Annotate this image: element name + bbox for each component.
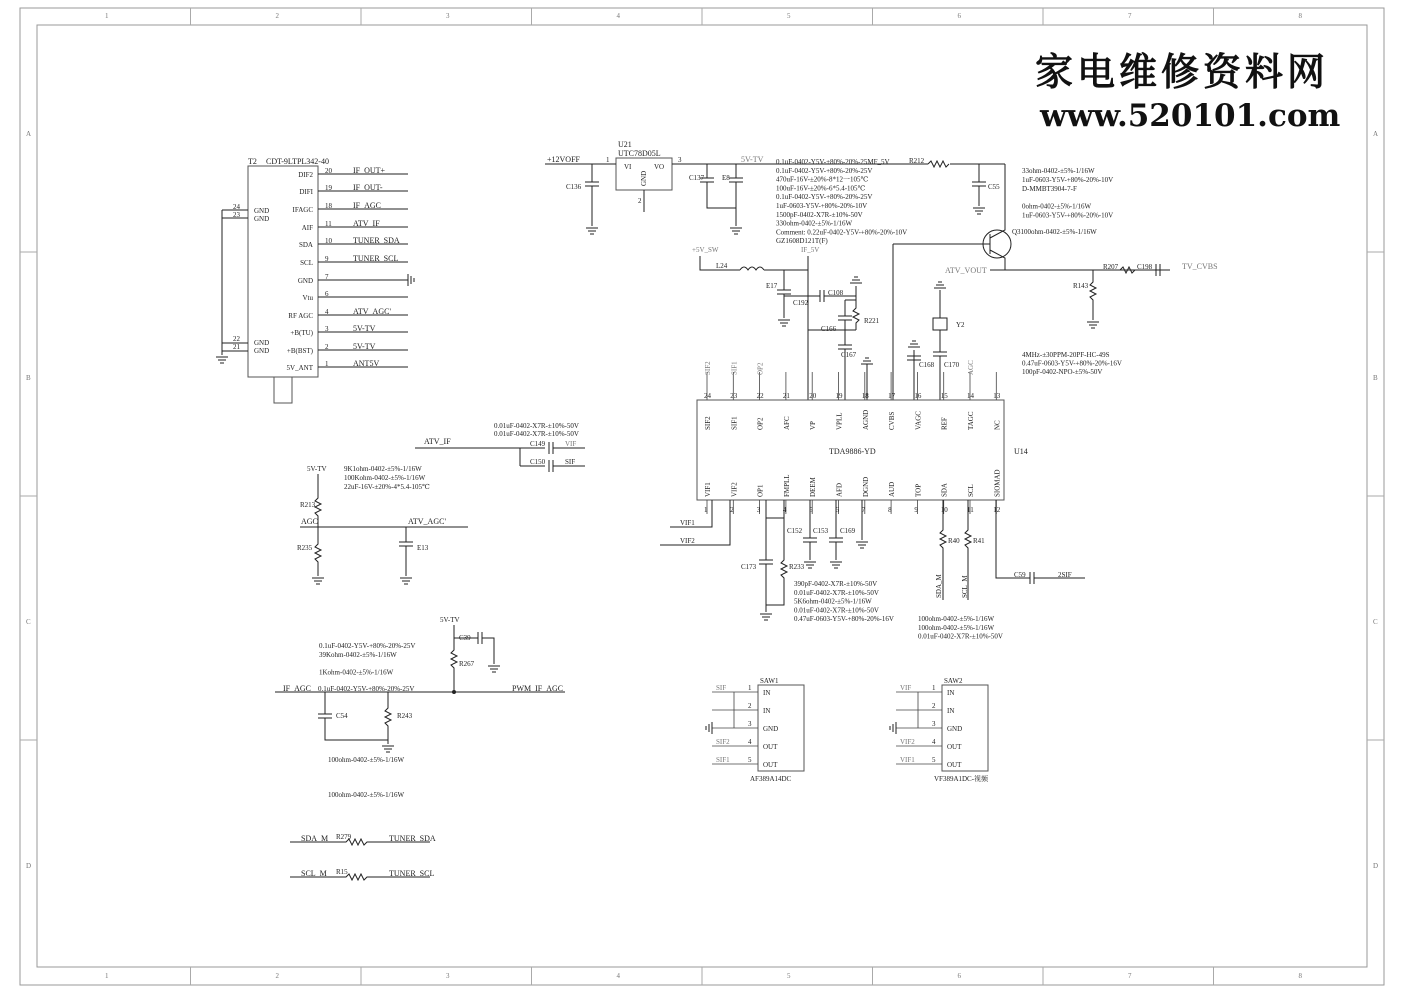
atv-if-notes-1-label: 0.01uF-0402-X7R-±10%-50V xyxy=(494,430,579,438)
u14-pin-net: AGC xyxy=(967,360,975,375)
u14-pin-num: 5 xyxy=(809,506,813,514)
u14-pin-name: SIF1 xyxy=(730,416,739,430)
u14-net-vif1: VIF1 xyxy=(680,519,695,527)
t2-pin-num: 4 xyxy=(325,308,329,316)
cap-labels-c136-label: C136 xyxy=(566,183,582,191)
grid-row-label: B xyxy=(1373,374,1378,382)
grid-row-label: D xyxy=(26,862,32,870)
saw-pin-num: 4 xyxy=(932,738,936,746)
t2-gnd-pins-1-name-label: GND xyxy=(254,215,270,223)
u14-pin-num: 1 xyxy=(704,506,708,514)
i2c-note: 100ohm-0402-±5%-1/16W xyxy=(918,623,995,632)
t2-pin-num: 18 xyxy=(325,202,332,210)
grid-col-label: 5 xyxy=(787,972,791,980)
saw-part: VF389A1DC-视频 xyxy=(934,775,989,783)
u14-pin-name: CVBS xyxy=(888,411,897,430)
u14-pin-name: AFD xyxy=(835,482,844,497)
t2-pin-net: TUNER_SDA xyxy=(353,236,400,245)
grid-col-label: 5 xyxy=(787,12,791,20)
saw-part: AF389A14DC xyxy=(750,775,792,783)
u14-pin-num: 24 xyxy=(704,392,711,400)
saw-pin-num: 3 xyxy=(932,720,936,728)
t2-pin-net: 5V-TV xyxy=(353,342,376,351)
agc-vcc-label: 5V-TV xyxy=(307,465,327,473)
cap-labels-c55-label: C55 xyxy=(988,183,1000,191)
u14-pin-num: 14 xyxy=(967,392,974,400)
agc-notes-0-label: 9K1ohm-0402-±5%-1/16W xyxy=(344,465,422,473)
atv-if-net-label: ATV_IF xyxy=(424,437,451,446)
q3-tv-cvbs-label: TV_CVBS xyxy=(1182,262,1218,271)
pwm-r267-label: R267 xyxy=(459,660,475,668)
t2-ref: T2 xyxy=(248,157,257,166)
u14-pin-name: SIOMAD xyxy=(993,469,1002,497)
lower-note: 0.47uF-0603-Y5V-+80%-20%-16V xyxy=(794,615,894,624)
t2-pin-num: 9 xyxy=(325,255,329,263)
pwm-note: 1Kohm-0402-±5%-1/16W xyxy=(319,668,394,677)
supply-note: 330ohm-0402-±5%-1/16W xyxy=(776,219,853,228)
t2-gnd-pins-3-name-label: GND xyxy=(254,347,270,355)
atv-if-notes-0-label: 0.01uF-0402-X7R-±10%-50V xyxy=(494,422,579,430)
t2-pin-net: ANT5V xyxy=(353,359,380,368)
upper-mid-e17-label: E17 xyxy=(766,282,778,290)
atv-if-c150-label: C150 xyxy=(530,458,546,466)
saw-pin-name: IN xyxy=(763,689,771,697)
q3-note: D-MMBT3904-7-F xyxy=(1022,184,1077,193)
u21-out-net-label: 5V-TV xyxy=(741,155,764,164)
t2-pin-name: DIF2 xyxy=(298,171,313,179)
crystal-note: 4MHz-±30PPM-20PF-HC-49S xyxy=(1022,351,1110,359)
agc-divider xyxy=(297,465,468,584)
u21-ref-label: U21 xyxy=(618,140,632,149)
supply-note: 0.1uF-0402-Y5V-+80%-20%-25V xyxy=(776,166,873,175)
upper-mid-p5v-sw-label: +5V_SW xyxy=(692,246,719,254)
u14-pin-name: OP2 xyxy=(756,417,765,430)
t2-pin-name: SDA xyxy=(298,241,313,249)
u14-pin-num: 11 xyxy=(967,506,974,514)
saw-pin-name: OUT xyxy=(763,761,778,769)
grid-col-label: 4 xyxy=(616,12,620,20)
t2-pin-num: 6 xyxy=(325,290,329,298)
pwm-c39-label: C39 xyxy=(459,634,471,642)
saw-pin-name: GND xyxy=(947,725,963,733)
q3-note: 1uF-0603-Y5V-+80%-20%-10V xyxy=(1022,211,1114,220)
u21-vo-label: VO xyxy=(654,163,665,171)
t2-pin-num: 10 xyxy=(325,237,332,245)
saw-pin-net: VIF1 xyxy=(900,756,915,764)
u21-in-net-label: +12VOFF xyxy=(547,155,580,164)
tuner-i2c-series xyxy=(290,833,436,880)
pwm-if-agc-filter xyxy=(275,616,565,799)
upper-mid-c108-label: C108 xyxy=(828,289,844,297)
watermark-url: www.520101.com xyxy=(1040,98,1341,134)
i2c-r40-label: R40 xyxy=(948,537,960,545)
lower-mid-c152-label: C152 xyxy=(787,527,803,535)
agc-notes-2-label: 22uF-16V-±20%-4*5.4-105℃ xyxy=(344,483,430,491)
upper-mid-l24-label: L24 xyxy=(716,262,728,270)
lower-mid-r233-label: R233 xyxy=(789,563,805,571)
bottom-sda-m-label: SDA_M xyxy=(301,834,329,843)
bottom-tuner-scl-label: TUNER_SCL xyxy=(389,869,435,878)
saw-pin-net: SIF xyxy=(716,684,727,692)
saw-pin-name: OUT xyxy=(947,743,962,751)
saw-pin-net: VIF xyxy=(900,684,912,692)
u14-pin-num: 21 xyxy=(782,392,790,400)
saw-pin-num: 1 xyxy=(748,684,752,692)
saw-pin-net: VIF2 xyxy=(900,738,915,746)
u21-pin3-label: 3 xyxy=(678,156,682,164)
bottom-r15-label: R15 xyxy=(336,868,348,876)
u21-pin1-label: 1 xyxy=(606,156,610,164)
u14-pin-num: 18 xyxy=(861,392,869,400)
pwm-cap-note-label: 0.1uF-0402-Y5V-+80%-20%-25V xyxy=(318,685,415,693)
t2-pin-name: IFAGC xyxy=(292,206,313,214)
saw-pin-num: 2 xyxy=(932,702,936,710)
crystal-note: 100pF-0402-NPO-±5%-50V xyxy=(1022,368,1103,376)
u14-pin-num: 17 xyxy=(888,392,896,400)
saw-ref: SAW1 xyxy=(760,677,779,685)
saw-pin-num: 5 xyxy=(748,756,752,764)
u21-part-label: UTC78D05L xyxy=(618,149,661,158)
u14-part-label: TDA9886-YD xyxy=(829,447,876,456)
t2-pin-num: 11 xyxy=(325,220,332,228)
t2-gnd-pins-2-name-label: GND xyxy=(254,339,270,347)
i2c-scl-m-label: SCL_M xyxy=(961,575,969,598)
q3-note: 1uF-0603-Y5V-+80%-20%-10V xyxy=(1022,175,1114,184)
u14-pin-num: 23 xyxy=(730,392,738,400)
agc-r235-label: R235 xyxy=(297,544,313,552)
t2-pin-net: 5V-TV xyxy=(353,324,376,333)
u14-net-vif2: VIF2 xyxy=(680,537,695,545)
supply-note: 0.1uF-0402-Y5V-+80%-20%-25V xyxy=(776,193,873,202)
saw-pin-num: 5 xyxy=(932,756,936,764)
pwm-note: 39Kohm-0402-±5%-1/16W xyxy=(319,650,397,659)
pwm-r243-label: R243 xyxy=(397,712,413,720)
lower-note: 390pF-0402-X7R-±10%-50V xyxy=(794,580,878,588)
upper-mid-c168-label: C168 xyxy=(919,361,935,369)
lower-note: 5K6ohm-0402-±5%-1/16W xyxy=(794,597,872,606)
t2-gnd-pins-1-num-label: 23 xyxy=(233,211,240,219)
u14-pin-name: VPLL xyxy=(835,412,844,430)
cap-labels-r212-label: R212 xyxy=(909,157,925,165)
u21-vi-label: VI xyxy=(624,163,632,171)
grid-col-label: 4 xyxy=(616,972,620,980)
q3-r207-label: R207 xyxy=(1103,263,1119,271)
agc-e13-label: E13 xyxy=(417,544,429,552)
u14-pin-num: 13 xyxy=(993,392,1001,400)
t2-part: CDT-9LTPL342-40 xyxy=(266,157,329,166)
u14-pin-name: SIF2 xyxy=(704,416,712,430)
agc-atv-agc-label: ATV_AGC' xyxy=(408,517,446,526)
grid-row-label: A xyxy=(26,130,32,138)
t2-pin-num: 1 xyxy=(325,360,329,368)
lower-mid-c173-label: C173 xyxy=(741,563,757,571)
lower-note: 0.01uF-0402-X7R-±10%-50V xyxy=(794,606,879,615)
u14-pin-name: VIF1 xyxy=(704,482,712,497)
t2-pin-name: Vtu xyxy=(302,294,313,302)
t2-pin-name: RF AGC xyxy=(288,312,313,320)
grid-col-label: 8 xyxy=(1298,12,1302,20)
u14-pin-name: VP xyxy=(809,421,818,430)
u14-pin-net: SIF2 xyxy=(704,361,712,375)
supply-note: Comment: 0.22uF-0402-Y5V-+80%-20%-10V xyxy=(776,228,908,237)
supply-note: 0.1uF-0402-Y5V-+80%-20%-25MF_5V xyxy=(776,158,890,166)
lower-note: 0.01uF-0402-X7R-±10%-50V xyxy=(794,588,879,597)
u14-pin-num: 12 xyxy=(993,506,1001,514)
pwm-bottom-notes-1-label: 100ohm-0402-±5%-1/16W xyxy=(328,791,405,799)
u14-pin-num: 2 xyxy=(730,506,734,514)
bottom-r279-label: R279 xyxy=(336,833,352,841)
t2-pin-net: IF_AGC xyxy=(353,201,382,210)
t2-gnd-pins-0-num-label: 24 xyxy=(233,203,240,211)
saw-pin-num: 2 xyxy=(748,702,752,710)
upper-mid-c166-label: C166 xyxy=(821,325,837,333)
saw-pin-name: IN xyxy=(947,689,955,697)
i2c-c59-label: C59 xyxy=(1014,571,1026,579)
u14-pin-name: VIF2 xyxy=(730,482,739,497)
u14-pin-name: AFC xyxy=(782,416,791,430)
u14-pin-name: OP1 xyxy=(756,484,765,497)
t2-pin-num: 7 xyxy=(325,273,329,281)
pwm-bottom-notes-0-label: 100ohm-0402-±5%-1/16W xyxy=(328,756,405,764)
t2-pin-name: 5V_ANT xyxy=(286,364,313,372)
lower-mid-c169-label: C169 xyxy=(840,527,856,535)
bottom-tuner-sda-label: TUNER_SDA xyxy=(389,834,436,843)
t2-pin-net: IF_OUT+ xyxy=(353,166,386,175)
supply-note: 1uF-0603-Y5V-+80%-20%-10V xyxy=(776,202,868,210)
crystal-note: 0.47uF-0603-Y5V-+80%-20%-16V xyxy=(1022,359,1122,368)
t2-gnd-pins-3-num-label: 21 xyxy=(233,343,240,351)
tuner-t2 xyxy=(216,157,414,403)
u14-pin-name: AUD xyxy=(888,481,897,497)
grid-row-label: C xyxy=(1373,618,1378,626)
u14-pin-num: 8 xyxy=(888,506,892,514)
agc-r213-label: R213 xyxy=(300,501,316,509)
saw-filter-1 xyxy=(706,677,804,783)
saw-pin-name: IN xyxy=(947,707,955,715)
t2-pin-num: 3 xyxy=(325,325,329,333)
ic-u14 xyxy=(680,360,1028,545)
u14-pin-net: OP2 xyxy=(756,362,765,375)
grid-col-label: 1 xyxy=(105,972,109,980)
q3-note: 0ohm-0402-±5%-1/16W xyxy=(1022,202,1092,211)
i2c-sda-m-label: SDA_M xyxy=(935,574,943,598)
q3-atv-vout-label: ATV_VOUT xyxy=(945,266,987,275)
grid-col-label: 8 xyxy=(1298,972,1302,980)
saw-pin-num: 4 xyxy=(748,738,752,746)
u21-gnd-label: GND xyxy=(640,170,648,186)
t2-pin-name: DIFI xyxy=(299,188,313,196)
grid-row-label: A xyxy=(1373,130,1379,138)
i2c-resistors xyxy=(918,500,1085,641)
u14-pin-name: DGND xyxy=(861,476,870,497)
grid-row-label: B xyxy=(26,374,31,382)
pwm-vcc-label: 5V-TV xyxy=(440,616,460,624)
u14-pin-num: 6 xyxy=(835,506,839,514)
t2-pin-net: IF_OUT- xyxy=(353,183,383,192)
grid-col-label: 6 xyxy=(957,12,961,20)
cap-labels-c137-label: C137 xyxy=(689,174,705,182)
t2-pin-net: TUNER_SCL xyxy=(353,254,399,263)
pwm-if-agc-label: IF_AGC xyxy=(283,684,312,693)
t2-pin-num: 20 xyxy=(325,167,332,175)
grid-col-label: 3 xyxy=(446,972,450,980)
agc-notes-1-label: 100Kohm-0402-±5%-1/16W xyxy=(344,474,426,482)
q3-c198-label: C198 xyxy=(1137,263,1153,271)
u14-pin-num: 15 xyxy=(940,392,948,400)
u14-pin-num: 19 xyxy=(835,392,843,400)
atv-if-sif-label: SIF xyxy=(565,458,576,466)
t2-pin-name: GND xyxy=(297,277,313,285)
grid-col-label: 1 xyxy=(105,12,109,20)
t2-pin-net: ATV_IF xyxy=(353,219,380,228)
u14-pin-num: 16 xyxy=(914,392,922,400)
i2c-sif2-label: 2SIF xyxy=(1058,571,1072,579)
saw-pin-name: IN xyxy=(763,707,771,715)
i2c-note: 0.01uF-0402-X7R-±10%-50V xyxy=(918,632,1003,641)
grid-col-label: 6 xyxy=(957,972,961,980)
pwm-c54-label: C54 xyxy=(336,712,348,720)
upper-mid-y2-label: Y2 xyxy=(956,321,965,329)
grid-row-label: C xyxy=(26,618,31,626)
u14-ref-label: U14 xyxy=(1014,447,1028,456)
atv-if-vif-label: VIF xyxy=(565,440,577,448)
lower-mid-c153-label: C153 xyxy=(813,527,829,535)
upper-mid-c192-label: C192 xyxy=(793,299,809,307)
u14-pin-name: VAGC xyxy=(914,411,923,430)
atv-if-coupling xyxy=(415,422,585,472)
u14-pin-net: SIF1 xyxy=(730,361,739,375)
u14-pin-num: 20 xyxy=(809,392,817,400)
u14-pin-name: AGND xyxy=(861,409,870,430)
pwm-pwm-if-agc-label: PWM_IF_AGC xyxy=(512,684,564,693)
q3-note: 33ohm-0402-±5%-1/16W xyxy=(1022,167,1095,175)
watermark-title: 家电维修资料网 xyxy=(1035,49,1330,94)
u14-pin-num: 22 xyxy=(756,392,764,400)
u14-pin-name: DEEM xyxy=(809,477,818,497)
t2-pin-name: AIF xyxy=(301,224,313,232)
t2-pin-net: ATV_AGC' xyxy=(353,307,391,316)
upper-mid-r221-label: R221 xyxy=(864,317,880,325)
t2-pin-name: +B(BST) xyxy=(286,347,313,355)
i2c-r41-label: R41 xyxy=(973,537,985,545)
grid-col-label: 7 xyxy=(1128,972,1132,980)
q3-r143-label: R143 xyxy=(1073,282,1089,290)
supply-filter xyxy=(692,246,1122,400)
grid-col-label: 3 xyxy=(446,12,450,20)
supply-note: 470uF-16V-±20%-8*12一105℃ xyxy=(776,175,869,184)
saw-pin-net: SIF1 xyxy=(716,756,730,764)
deem-afd-network xyxy=(741,500,894,623)
saw-pin-num: 1 xyxy=(932,684,936,692)
u14-pin-num: 10 xyxy=(940,506,948,514)
saw-pin-name: OUT xyxy=(763,743,778,751)
u14-pin-name: TOP xyxy=(914,483,923,497)
t2-pin-name: SCL xyxy=(300,259,313,267)
u14-pin-name: NC xyxy=(993,420,1002,430)
bottom-scl-m-label: SCL_M xyxy=(301,869,327,878)
saw-pin-net: SIF2 xyxy=(716,738,730,746)
regulator-u21 xyxy=(545,140,1005,245)
u14-pin-num: 7 xyxy=(861,506,866,514)
saw-pin-name: GND xyxy=(763,725,779,733)
u14-pin-name: FMPLL xyxy=(782,474,791,497)
supply-note: GZ1608D121T(F) xyxy=(776,237,828,246)
t2-gnd-pins-2-num-label: 22 xyxy=(233,335,240,343)
saw-pin-name: OUT xyxy=(947,761,962,769)
t2-pin-num: 19 xyxy=(325,184,332,192)
saw-pin-num: 3 xyxy=(748,720,752,728)
q3-q-note-label: Q3100ohm-0402-±5%-1/16W xyxy=(1012,228,1097,236)
u21-pin2-label: 2 xyxy=(638,197,642,205)
saw-ref: SAW2 xyxy=(944,677,963,685)
grid-col-label: 2 xyxy=(275,972,279,980)
u14-pin-name: SCL xyxy=(967,484,975,497)
cap-labels-e8-label: E8 xyxy=(722,174,730,182)
supply-note: 1500pF-0402-X7R-±10%-50V xyxy=(776,210,863,219)
t2-pin-num: 2 xyxy=(325,343,329,351)
grid-col-label: 2 xyxy=(275,12,279,20)
u14-pin-name: TAGC xyxy=(967,411,975,430)
atv-if-c149-label: C149 xyxy=(530,440,546,448)
agc-agc-label: AGC xyxy=(301,517,318,526)
u14-pin-num: 9 xyxy=(914,506,918,514)
u14-pin-num: 4 xyxy=(782,506,787,514)
u14-pin-num: 3 xyxy=(756,506,761,514)
u14-pin-name: REF xyxy=(940,417,949,430)
grid-row-label: D xyxy=(1373,862,1379,870)
supply-note: 100uF-16V-±20%-6*5.4-105℃ xyxy=(776,184,866,193)
t2-gnd-pins-0-name-label: GND xyxy=(254,207,270,215)
upper-mid-c167-label: C167 xyxy=(841,351,857,359)
pwm-note: 0.1uF-0402-Y5V-+80%-20%-25V xyxy=(319,642,416,650)
grid-col-label: 7 xyxy=(1128,12,1132,20)
saw-filter-2 xyxy=(890,677,989,783)
upper-mid-c170-label: C170 xyxy=(944,361,960,369)
upper-mid-if-5v-label: IF_5V xyxy=(801,246,820,254)
u14-pin-name: SDA xyxy=(940,482,949,497)
i2c-note: 100ohm-0402-±5%-1/16W xyxy=(918,615,995,623)
t2-pin-name: +B(TU) xyxy=(290,329,313,337)
